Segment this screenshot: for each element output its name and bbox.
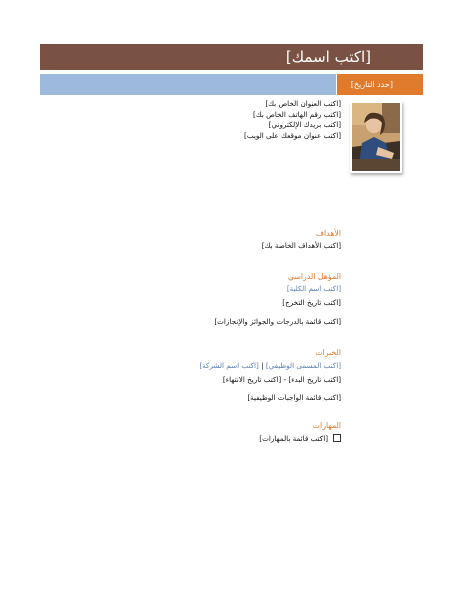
date-placeholder[interactable]: [حدد التاريخ] (350, 80, 393, 89)
date-banner (40, 74, 336, 95)
phone-line[interactable]: [اكتب رقم الهاتف الخاص بك] (253, 109, 341, 119)
date-dash: - (283, 375, 287, 384)
job-line (199, 361, 341, 370)
job-separator: | (261, 361, 264, 370)
graduation-date[interactable]: [اكتب تاريخ التخرج] (282, 298, 341, 307)
email-line[interactable]: [اكتب بريدك الإلكتروني] (268, 120, 341, 130)
end-date[interactable]: [اكتب تاريخ الانتهاء] (222, 375, 282, 384)
honors-list[interactable]: [اكتب قائمة بالدرجات والجوائز والإنجازات] (214, 317, 341, 326)
college-name[interactable]: [اكتب اسم الكلية] (286, 284, 341, 293)
experience-heading: الخبرات (315, 348, 341, 357)
name-placeholder[interactable]: [اكتب اسمك] (285, 48, 371, 66)
date-tab (337, 74, 423, 95)
address-line[interactable]: [اكتب العنوان الخاص بك] (265, 99, 341, 108)
website-line[interactable]: [اكتب عنوان موقعك على الويب] (244, 130, 341, 140)
name-banner (40, 44, 423, 70)
objectives-heading: الأهداف (315, 229, 341, 238)
employment-dates (223, 375, 341, 384)
contact-block (244, 99, 341, 141)
job-duties[interactable]: [اكتب قائمة الواجبات الوظيفية] (247, 393, 341, 402)
skills-text[interactable]: [اكتب قائمة بالمهارات] (259, 434, 328, 443)
objectives-text[interactable]: [اكتب الأهداف الخاصة بك] (261, 241, 341, 250)
photo-image (352, 103, 400, 171)
company-name[interactable]: [اكتب اسم الشركة] (199, 361, 259, 370)
checkbox-icon[interactable] (333, 434, 341, 442)
education-heading: المؤهل الدراسي (287, 272, 341, 281)
skills-heading: المهارات (312, 421, 341, 430)
skills-item (259, 434, 341, 443)
profile-photo[interactable] (350, 101, 402, 173)
job-title[interactable]: [اكتب المسمى الوظيفي] (265, 361, 341, 370)
start-date[interactable]: [اكتب تاريخ البدء] (288, 375, 341, 384)
